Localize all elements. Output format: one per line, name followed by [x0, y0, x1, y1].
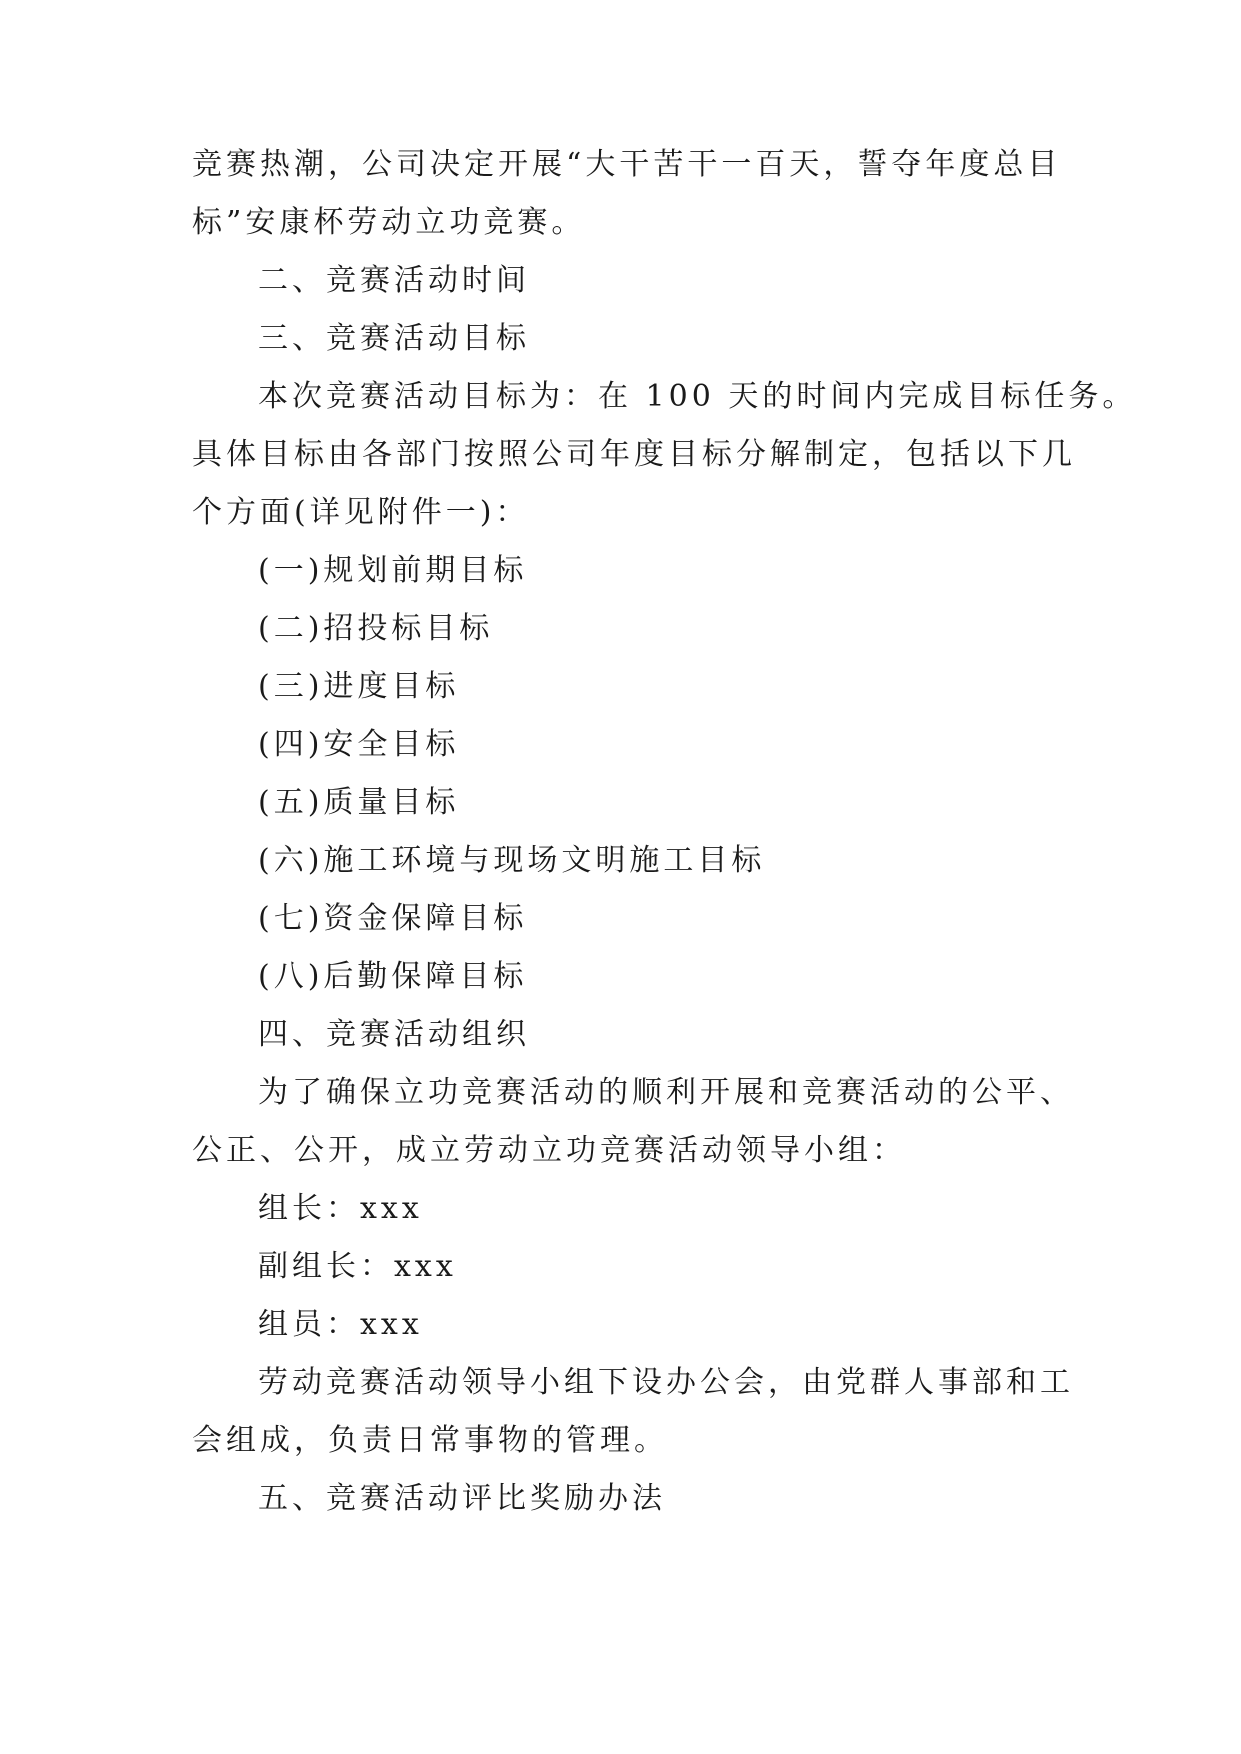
- paragraph-line: 公正、公开，成立劳动立功竞赛活动领导小组：: [192, 1133, 906, 1168]
- section-heading: 三、竞赛活动目标: [258, 321, 530, 356]
- paragraph-line: 竞赛热潮，公司决定开展“大干苦干一百天，誓夺年度总目: [192, 147, 1062, 182]
- paragraph-line: 标”安康杯劳动立功竞赛。: [192, 205, 586, 240]
- paragraph-line: 劳动竞赛活动领导小组下设办公会，由党群人事部和工: [258, 1365, 1074, 1400]
- list-item: (三)进度目标: [258, 669, 460, 704]
- section-heading: 二、竞赛活动时间: [258, 263, 530, 298]
- paragraph-line: 为了确保立功竞赛活动的顺利开展和竞赛活动的公平、: [258, 1075, 1074, 1110]
- list-item: (二)招投标目标: [258, 611, 494, 646]
- list-item: (六)施工环境与现场文明施工目标: [258, 843, 766, 878]
- paragraph-line: 会组成，负责日常事物的管理。: [192, 1423, 668, 1458]
- list-item: (五)质量目标: [258, 785, 460, 820]
- list-item: (八)后勤保障目标: [258, 959, 528, 994]
- list-item: (四)安全目标: [258, 727, 460, 762]
- section-heading: 四、竞赛活动组织: [258, 1017, 530, 1052]
- paragraph-line: 本次竞赛活动目标为：在 100 天的时间内完成目标任务。: [258, 379, 1137, 414]
- list-item: (七)资金保障目标: [258, 901, 528, 936]
- member-line: 组长：xxx: [258, 1191, 423, 1226]
- list-item: (一)规划前期目标: [258, 553, 528, 588]
- section-heading: 五、竞赛活动评比奖励办法: [258, 1481, 666, 1516]
- member-line: 副组长：xxx: [258, 1249, 457, 1284]
- member-line: 组员：xxx: [258, 1307, 423, 1342]
- paragraph-line: 具体目标由各部门按照公司年度目标分解制定，包括以下几: [192, 437, 1076, 472]
- paragraph-line: 个方面(详见附件一)：: [192, 495, 530, 530]
